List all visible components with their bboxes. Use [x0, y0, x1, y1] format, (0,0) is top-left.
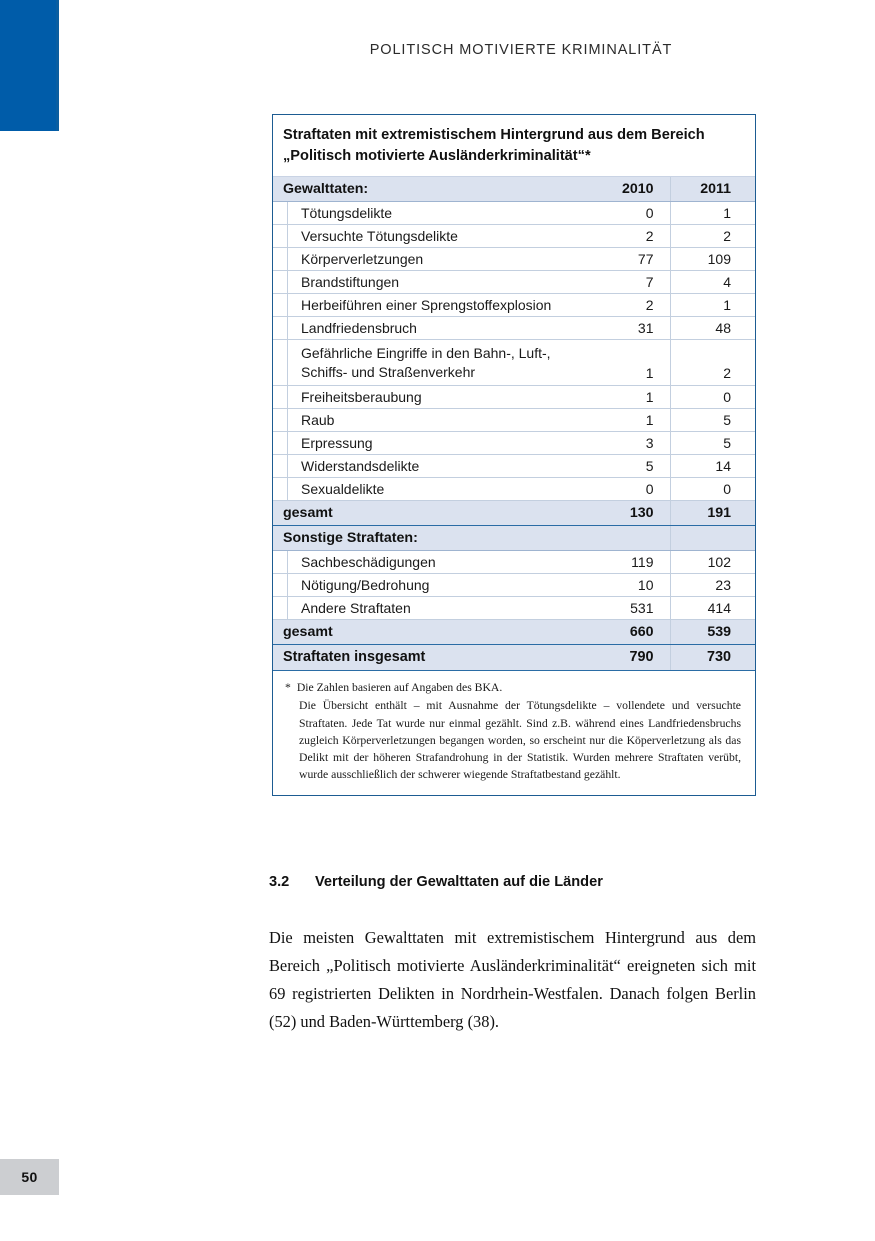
- body-paragraph: Die meisten Gewalttaten mit extremistischem Hintergrund aus dem Bereich „Politisch motivierte Ausländerkriminalität“ ereigneten sich mit 69 registrierten Delikten in Nordrhein-Westfalen. Danach folgen Berlin (52) und Baden-Württemberg (38).: [269, 928, 756, 1031]
- subtotal-value-2010: 130: [601, 501, 670, 526]
- row-label-line-2: Schiffs- und Straßenverkehr: [301, 363, 476, 380]
- subtotal-label: gesamt: [273, 501, 601, 526]
- row-value-2011: 2: [670, 340, 755, 386]
- table-header-row: [273, 177, 755, 202]
- row-value-2010: 0: [601, 478, 670, 501]
- row-label: Nötigung/Bedrohung: [273, 574, 601, 597]
- row-value-2010: 0: [601, 202, 670, 225]
- table-title: [273, 115, 755, 177]
- row-value-2011: 0: [670, 478, 755, 501]
- group-header-spacer-2010: [601, 526, 670, 551]
- table-row: [273, 317, 755, 340]
- page-number-box: [0, 1159, 59, 1195]
- row-value-2010: 3: [601, 432, 670, 455]
- row-value-2010: 5: [601, 455, 670, 478]
- row-label: Herbeiführen einer Sprengstoffexplosion: [273, 294, 601, 317]
- corner-block-rule: [56, 0, 59, 131]
- row-value-2010: 2: [601, 294, 670, 317]
- grand-total-value-2010: 790: [601, 645, 670, 671]
- section-heading: [269, 874, 759, 890]
- table-row: [273, 597, 755, 620]
- row-value-2011: 102: [670, 551, 755, 574]
- row-value-2010: 1: [601, 386, 670, 409]
- table-row: [273, 574, 755, 597]
- row-value-2011: 414: [670, 597, 755, 620]
- row-value-2011: 1: [670, 202, 755, 225]
- row-label: Andere Straftaten: [273, 597, 601, 620]
- table-row: [273, 294, 755, 317]
- table-subtotal-row-sonstige: [273, 620, 755, 645]
- table-footnote: [273, 671, 755, 795]
- statistics-table: [273, 115, 755, 671]
- table-subtotal-row-gewalttaten: [273, 501, 755, 526]
- row-value-2010: 531: [601, 597, 670, 620]
- grand-total-label: Straftaten insgesamt: [273, 645, 601, 671]
- table-title-line-2-text: „Politisch motivierte Ausländerkriminalität“: [283, 148, 585, 165]
- footnote-first-line: [285, 679, 741, 696]
- row-label: Erpressung: [273, 432, 601, 455]
- row-label: Brandstiftungen: [273, 271, 601, 294]
- row-label-line-1: Gefährliche Eingriffe in den Bahn-, Luft-,: [301, 345, 551, 362]
- page-number: 50: [21, 1169, 38, 1185]
- column-header-category: Gewalttaten:: [273, 177, 601, 202]
- table-row: [273, 478, 755, 501]
- row-value-2010: 2: [601, 225, 670, 248]
- table-row: [273, 225, 755, 248]
- row-label: Sexualdelikte: [273, 478, 601, 501]
- body-paragraph-container: [269, 924, 756, 1036]
- row-value-2011: 5: [670, 432, 755, 455]
- row-value-2011: 48: [670, 317, 755, 340]
- row-label: Körperverletzungen: [273, 248, 601, 271]
- row-value-2011: 5: [670, 409, 755, 432]
- row-value-2011: 14: [670, 455, 755, 478]
- row-label: Widerstandsdelikte: [273, 455, 601, 478]
- row-label: Versuchte Tötungsdelikte: [273, 225, 601, 248]
- table-title-line-2: [283, 146, 743, 167]
- footnote-source-text: Die Zahlen basieren auf Angaben des BKA.: [296, 681, 503, 695]
- footnote-marker: *: [285, 681, 291, 695]
- row-value-2011: 2: [670, 225, 755, 248]
- row-value-2010: 1: [601, 409, 670, 432]
- row-label: Landfriedensbruch: [273, 317, 601, 340]
- row-label: Freiheitsberaubung: [273, 386, 601, 409]
- row-value-2010: 31: [601, 317, 670, 340]
- row-value-2011: 4: [670, 271, 755, 294]
- subtotal-label: gesamt: [273, 620, 601, 645]
- subtotal-value-2010: 660: [601, 620, 670, 645]
- table-row: [273, 202, 755, 225]
- row-value-2010: 1: [601, 340, 670, 386]
- row-value-2011: 0: [670, 386, 755, 409]
- table-title-row: [273, 115, 755, 177]
- table-row: [273, 432, 755, 455]
- row-value-2011: 1: [670, 294, 755, 317]
- group-header-label: Sonstige Straftaten:: [273, 526, 601, 551]
- subtotal-value-2011: 191: [670, 501, 755, 526]
- table-grand-total-row: [273, 645, 755, 671]
- table-title-line-1: Straftaten mit extremistischem Hintergrund aus dem Bereich: [283, 127, 705, 143]
- table-row: [273, 386, 755, 409]
- row-value-2010: 77: [601, 248, 670, 271]
- section-title: Verteilung der Gewalttaten auf die Länder: [315, 874, 603, 890]
- subtotal-value-2011: 539: [670, 620, 755, 645]
- section-number: 3.2: [269, 874, 290, 890]
- table-row: [273, 409, 755, 432]
- row-label: Sachbeschädigungen: [273, 551, 601, 574]
- column-header-2010: 2010: [601, 177, 670, 202]
- running-header: POLITISCH MOTIVIERTE KRIMINALITÄT: [369, 42, 673, 58]
- row-label: Raub: [273, 409, 601, 432]
- table-title-footnote-marker: *: [584, 148, 591, 165]
- table-row: [273, 340, 755, 386]
- group-header-spacer-2011: [670, 526, 755, 551]
- column-header-2011: 2011: [670, 177, 755, 202]
- row-value-2010: 119: [601, 551, 670, 574]
- row-value-2010: 7: [601, 271, 670, 294]
- statistics-table-container: [272, 114, 756, 796]
- table-row: [273, 551, 755, 574]
- table-row: [273, 271, 755, 294]
- row-value-2011: 23: [670, 574, 755, 597]
- table-group-header-sonstige: [273, 526, 755, 551]
- row-value-2011: 109: [670, 248, 755, 271]
- row-value-2010: 10: [601, 574, 670, 597]
- table-row: [273, 455, 755, 478]
- grand-total-value-2011: 730: [670, 645, 755, 671]
- row-label: [273, 340, 601, 386]
- row-label: Tötungsdelikte: [273, 202, 601, 225]
- footnote-body-text: Die Übersicht enthält – mit Ausnahme der Tötungsdelikte – vollendete und versuchte Straftaten. Jede Tat wurde nur einmal gezählt. Sind z.B. während eines Landfriedensbruchs zugleich Körperverletzungen begangen worden, so erscheint nur die Köperverletzung als das Delikt mit der höheren Strafandrohung in der Statistik. Wurden mehrere Straftaten verübt, wurde ausschließlich der schwerer wiegende Straftatbestand gezählt.: [299, 699, 741, 782]
- decorative-corner-block: [0, 0, 59, 131]
- table-row: [273, 248, 755, 271]
